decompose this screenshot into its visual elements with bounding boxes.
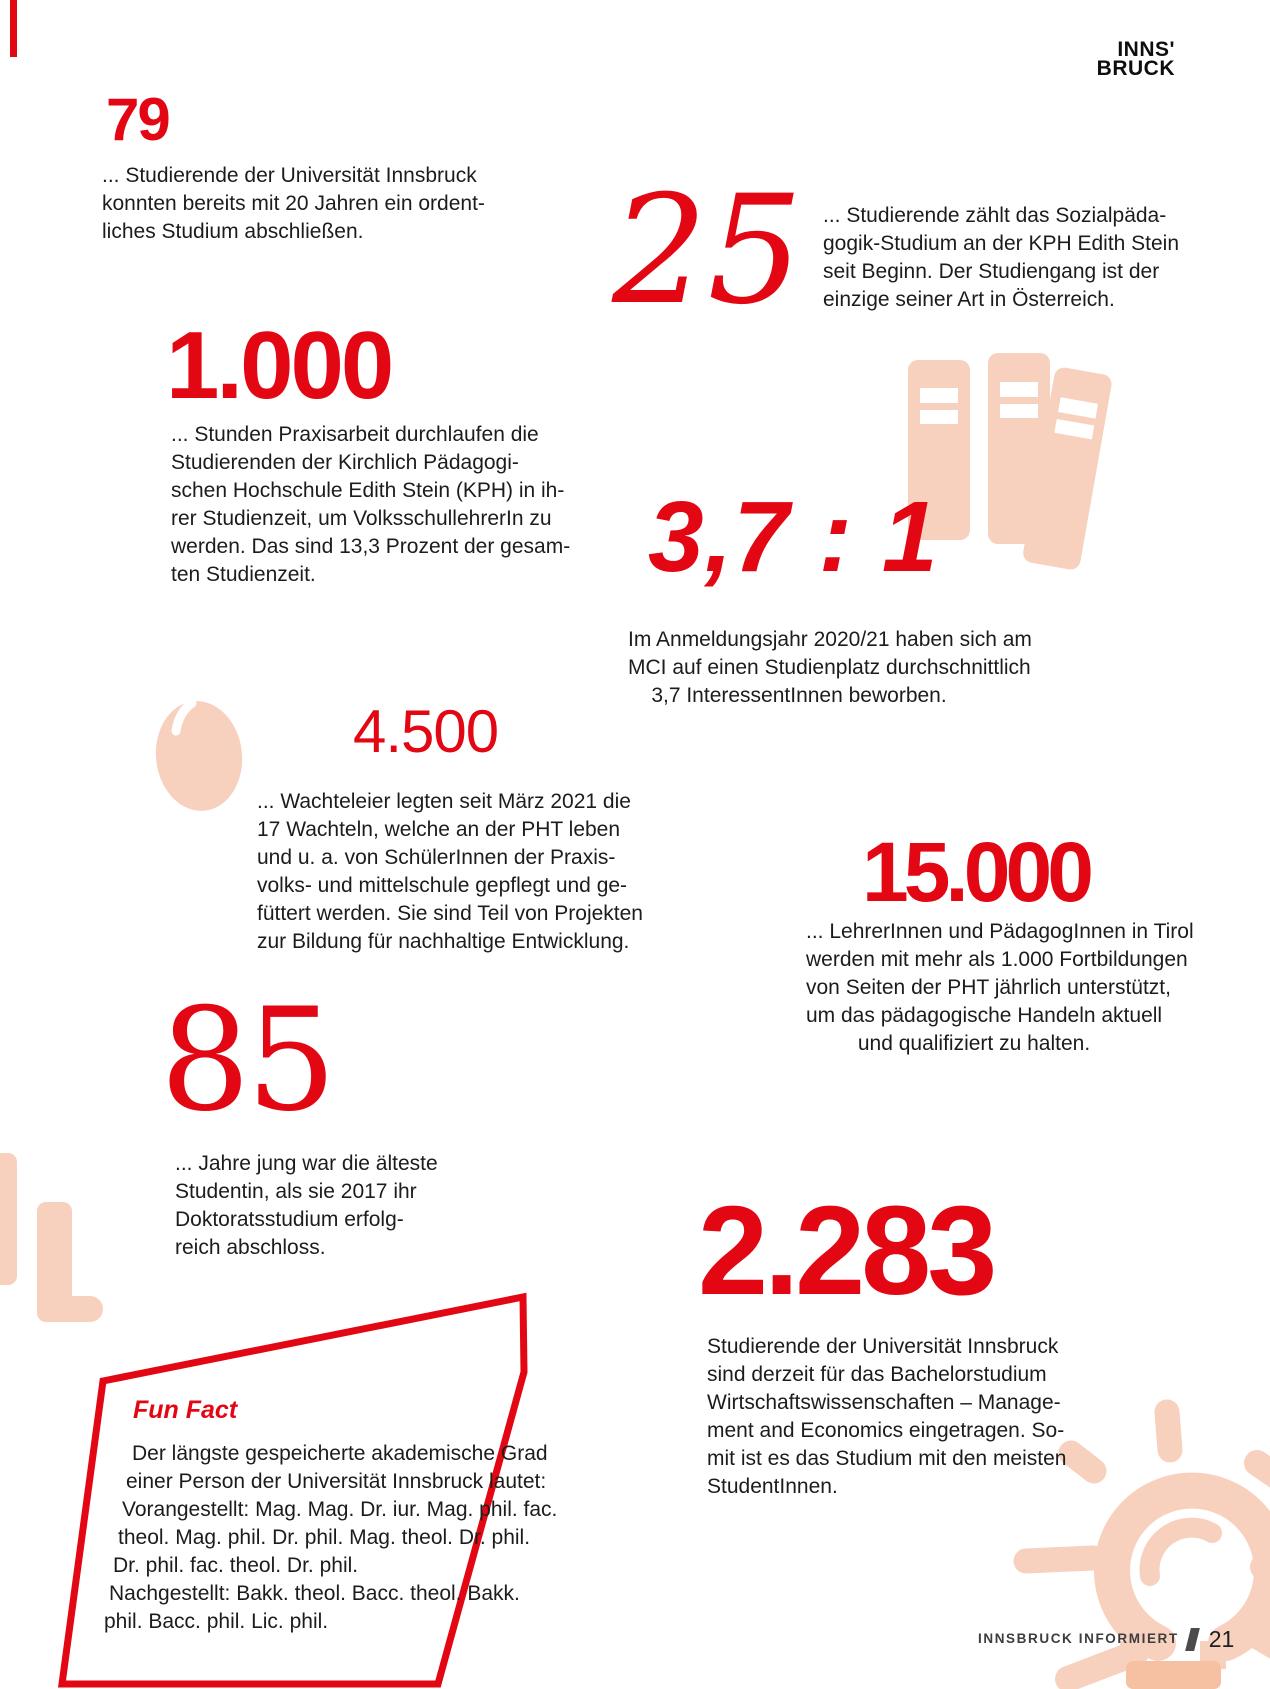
text-line: 17 Wachteln, welche an der PHT leben [257,818,621,841]
stat-2283-value: 2.283 [698,1180,994,1321]
text-line: schen Hochschule Edith Stein (KPH) in ih- [171,479,565,502]
text-line: werden. Das sind 13,3 Prozent der gesam- [171,535,571,558]
egg-illustration [150,697,247,815]
text-line: ten Studienzeit. [171,563,316,586]
logo-line-1: INNS' [1117,38,1175,61]
text-line: phil. Bacc. phil. Lic. phil. [104,1610,329,1633]
text-line: zur Bildung für nachhaltige Entwicklung. [257,930,630,953]
lightbulb-ray [1167,1412,1170,1450]
text-line: um das pädagogische Handeln aktuell [806,1004,1163,1027]
text-line: ... Studierende der Universität Innsbruck [102,164,477,187]
text-line: sind derzeit für das Bachelorstudium [707,1363,1047,1386]
text-line: rer Studienzeit, um VolksschullehrerIn zu [171,507,552,530]
stat-79-caption [102,162,485,246]
podium-bar [0,1153,17,1285]
text-line: reich abschloss. [175,1236,326,1259]
text-line: füttert werden. Sie sind Teil von Projekten [257,902,643,925]
page-footer [978,1626,1234,1652]
lightbulb-filament [1150,1528,1212,1576]
page-edge-mark [10,0,17,57]
stat-25-value: 25 [612,164,803,338]
lightbulb-base [1126,1661,1221,1689]
text-line: Studentin, als sie 2017 ihr [175,1180,417,1203]
text-line: ... LehrerInnen und PädagogInnen in Tirol [806,920,1194,943]
text-line: konnten bereits mit 20 Jahren ein ordent- [102,192,485,215]
book-stripe [920,388,958,403]
text-line: 3,7 InteressentInnen beworben. [651,684,947,707]
book-stripe [1000,404,1038,418]
footer-page-number: 21 [1208,1626,1235,1652]
text-line: werden mit mehr als 1.000 Fortbildungen [806,948,1188,971]
lightbulb-ray [1071,1453,1094,1471]
podium-foot [37,1296,103,1322]
text-line: ... Jahre jung war die älteste [175,1152,438,1175]
footer-slash-icon [1185,1628,1200,1651]
stat-25-caption [823,202,1179,314]
text-line: Doktoratsstudium erfolg- [175,1208,404,1231]
stat-4500-caption [257,788,643,956]
egg-shape [150,697,247,815]
text-line: Im Anmeldungsjahr 2020/21 haben sich am [628,628,1032,651]
text-line: ment and Economics eingetragen. So- [707,1419,1065,1442]
lightbulb-ray [1257,1463,1270,1480]
text-line: Wirtschaftswissenschaften – Manage- [707,1391,1061,1414]
logo-line-2: BRUCK [1096,57,1175,80]
text-line: ... Wachteleier legten seit März 2021 die [257,790,631,813]
stat-79-value: 79 [106,86,169,153]
text-line: StudentInnen. [707,1475,838,1498]
text-line: Nachgestellt: Bakk. theol. Bacc. theol. Bakk. [109,1582,520,1605]
book-stripe [1000,382,1038,397]
text-line: Dr. phil. fac. theol. Dr. phil. [113,1554,359,1577]
stat-1000-value: 1.000 [166,312,392,419]
text-line: Vorangestellt: Mag. Mag. Dr. iur. Mag. phil. fac. [122,1498,558,1521]
text-line: und u. a. von SchülerInnen der Praxis- [257,846,616,869]
stat-1000-caption [171,421,570,589]
text-line: ... Stunden Praxisarbeit durchlaufen die [171,423,539,446]
stat-37to1-caption [628,626,1032,710]
text-line: mit ist es das Studium mit den meisten [707,1447,1067,1470]
text-line: und qualifiziert zu halten. [857,1032,1091,1055]
text-line: ... Studierende zählt das Sozialpäda- [823,204,1167,227]
text-line: seit Beginn. Der Studiengang ist der [823,260,1160,283]
text-line: theol. Mag. phil. Dr. phil. Mag. theol. Dr. phil. [118,1526,531,1549]
stat-4500-value: 4.500 [353,698,499,765]
book-stripe [920,410,958,424]
stat-85-caption [175,1150,438,1262]
text-line: MCI auf einen Studienplatz durchschnittlich [628,656,1031,679]
lightbulb-glass [1112,1491,1270,1643]
text-line: einzige seiner Art in Österreich. [823,288,1115,311]
fun-fact-title: Fun Fact [133,1396,238,1424]
text-line: Der längste gespeicherte akademische Grad [132,1442,548,1465]
text-line: Studierenden der Kirchlich Pädagogi- [171,451,519,474]
footer-magazine-name: INNSBRUCK INFORMIERT [978,1631,1179,1646]
magazine-logo [1097,40,1175,78]
text-line: gogik-Studium an der KPH Edith Stein [823,232,1180,255]
text-line: Studierende der Universität Innsbruck [707,1335,1059,1358]
text-line: liches Studium abschließen. [102,220,364,243]
fun-fact-text [0,1440,557,1636]
stat-15000-value: 15.000 [862,825,1089,919]
stat-85-value: 85 [160,978,333,1143]
text-line: von Seiten der PHT jährlich unterstützt, [806,976,1171,999]
lightbulb-ray [1026,1558,1093,1561]
stat-37to1-value: 3,7 : 1 [648,481,939,593]
text-line: einer Person der Universität Innsbruck lautet: [126,1470,547,1493]
books-illustration [908,353,1113,571]
text-line: volks- und mittelschule gepflegt und ge- [257,874,628,897]
stat-2283-caption [707,1333,1066,1501]
podium-illustration [0,1153,103,1322]
stat-15000-caption [806,918,1194,1058]
